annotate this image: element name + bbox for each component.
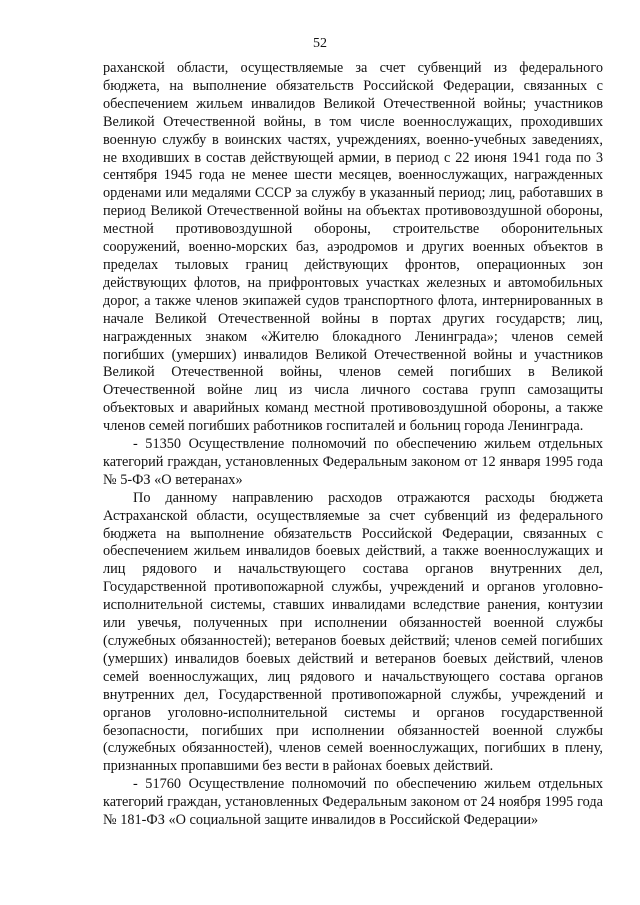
paragraph-51350-description: По данному направлению расходов отражаются расходы бюджета Астраханской области, осуществляемые за счет субвенций из федерального бюджета на выполнение обязательств Российской Федерации, связанных с обеспечением жильем инвалидов боевых действий, а также военнослужащих и лиц рядового и начальствующего состава органов внутренних дел, Государственной противопожарной службы, учреждений и органов уголовно-исполнительной системы, ставших инвалидами вследствие ранения, контузии или увечья, полученных при исполнении обязанностей военной службы (служебных обязанностей); ветеранов боевых действий; членов семей погибших (умерших) инвалидов боевых действий и ветеранов боевых действий, членов семей военнослужащих, лиц рядового и начальствующего состава органов внутренних дел, Государственной противопожарной службы, учреждений и органов уголовно-исполнительной системы и органов государственной безопасности, погибших при исполнении обязанностей военной службы (служебных обязанностей), членов семей военнослужащих, погибших в плену, признанных пропавшими без вести в районах боевых действий. (103, 489, 603, 775)
paragraph-code-51760: - 51760 Осуществление полномочий по обеспечению жильем отдельных категорий граждан, установленных Федеральным законом от 24 ноября 1995 года № 181-ФЗ «О социальной защите инвалидов в Российской Федерации» (103, 776, 603, 829)
page-number: 52 (313, 36, 327, 51)
body-text (103, 60, 603, 830)
paragraph-code-51350: - 51350 Осуществление полномочий по обеспечению жильем отдельных категорий граждан, установленных Федеральным законом от 12 января 1995 года № 5-ФЗ «О ветеранах» (103, 436, 603, 488)
paragraph-continuation: раханской области, осуществляемые за счет субвенций из федерального бюджета, на выполнение обязательств Российской Федерации, связанных с обеспечением жильем инвалидов Великой Отечественной войны; участников Великой Отечественной войны, в том числе военнослужащих, проходивших военную службу в воинских частях, учреждениях, военно-учебных заведениях, не входивших в состав действующей армии, в период с 22 июня 1941 года по 3 сентября 1945 года не менее шести месяцев, военнослужащих, награжденных орденами или медалями СССР за службу в указанный период; лиц, работавших в период Великой Отечественной войны на объектах противовоздушной обороны, местной противовоздушной обороны, строительстве оборонительных сооружений, военно-морских баз, аэродромов и других военных объектов в пределах тыловых границ действующих фронтов, операционных зон действующих флотов, на прифронтовых участках железных и автомобильных дорог, а также членов экипажей судов транспортного флота, интернированных в начале Великой Отечественной войны в портах других государств; лиц, награжденных знаком «Жителю блокадного Ленинграда»; членов семей погибших (умерших) инвалидов Великой Отечественной войны и участников Великой Отечественной войны, членов семей погибших в Великой Отечественной войне лиц из числа личного состава групп самозащиты объектовых и аварийных команд местной противовоздушной обороны, а также членов семей погибших работников госпиталей и больниц города Ленинграда. (103, 60, 603, 435)
